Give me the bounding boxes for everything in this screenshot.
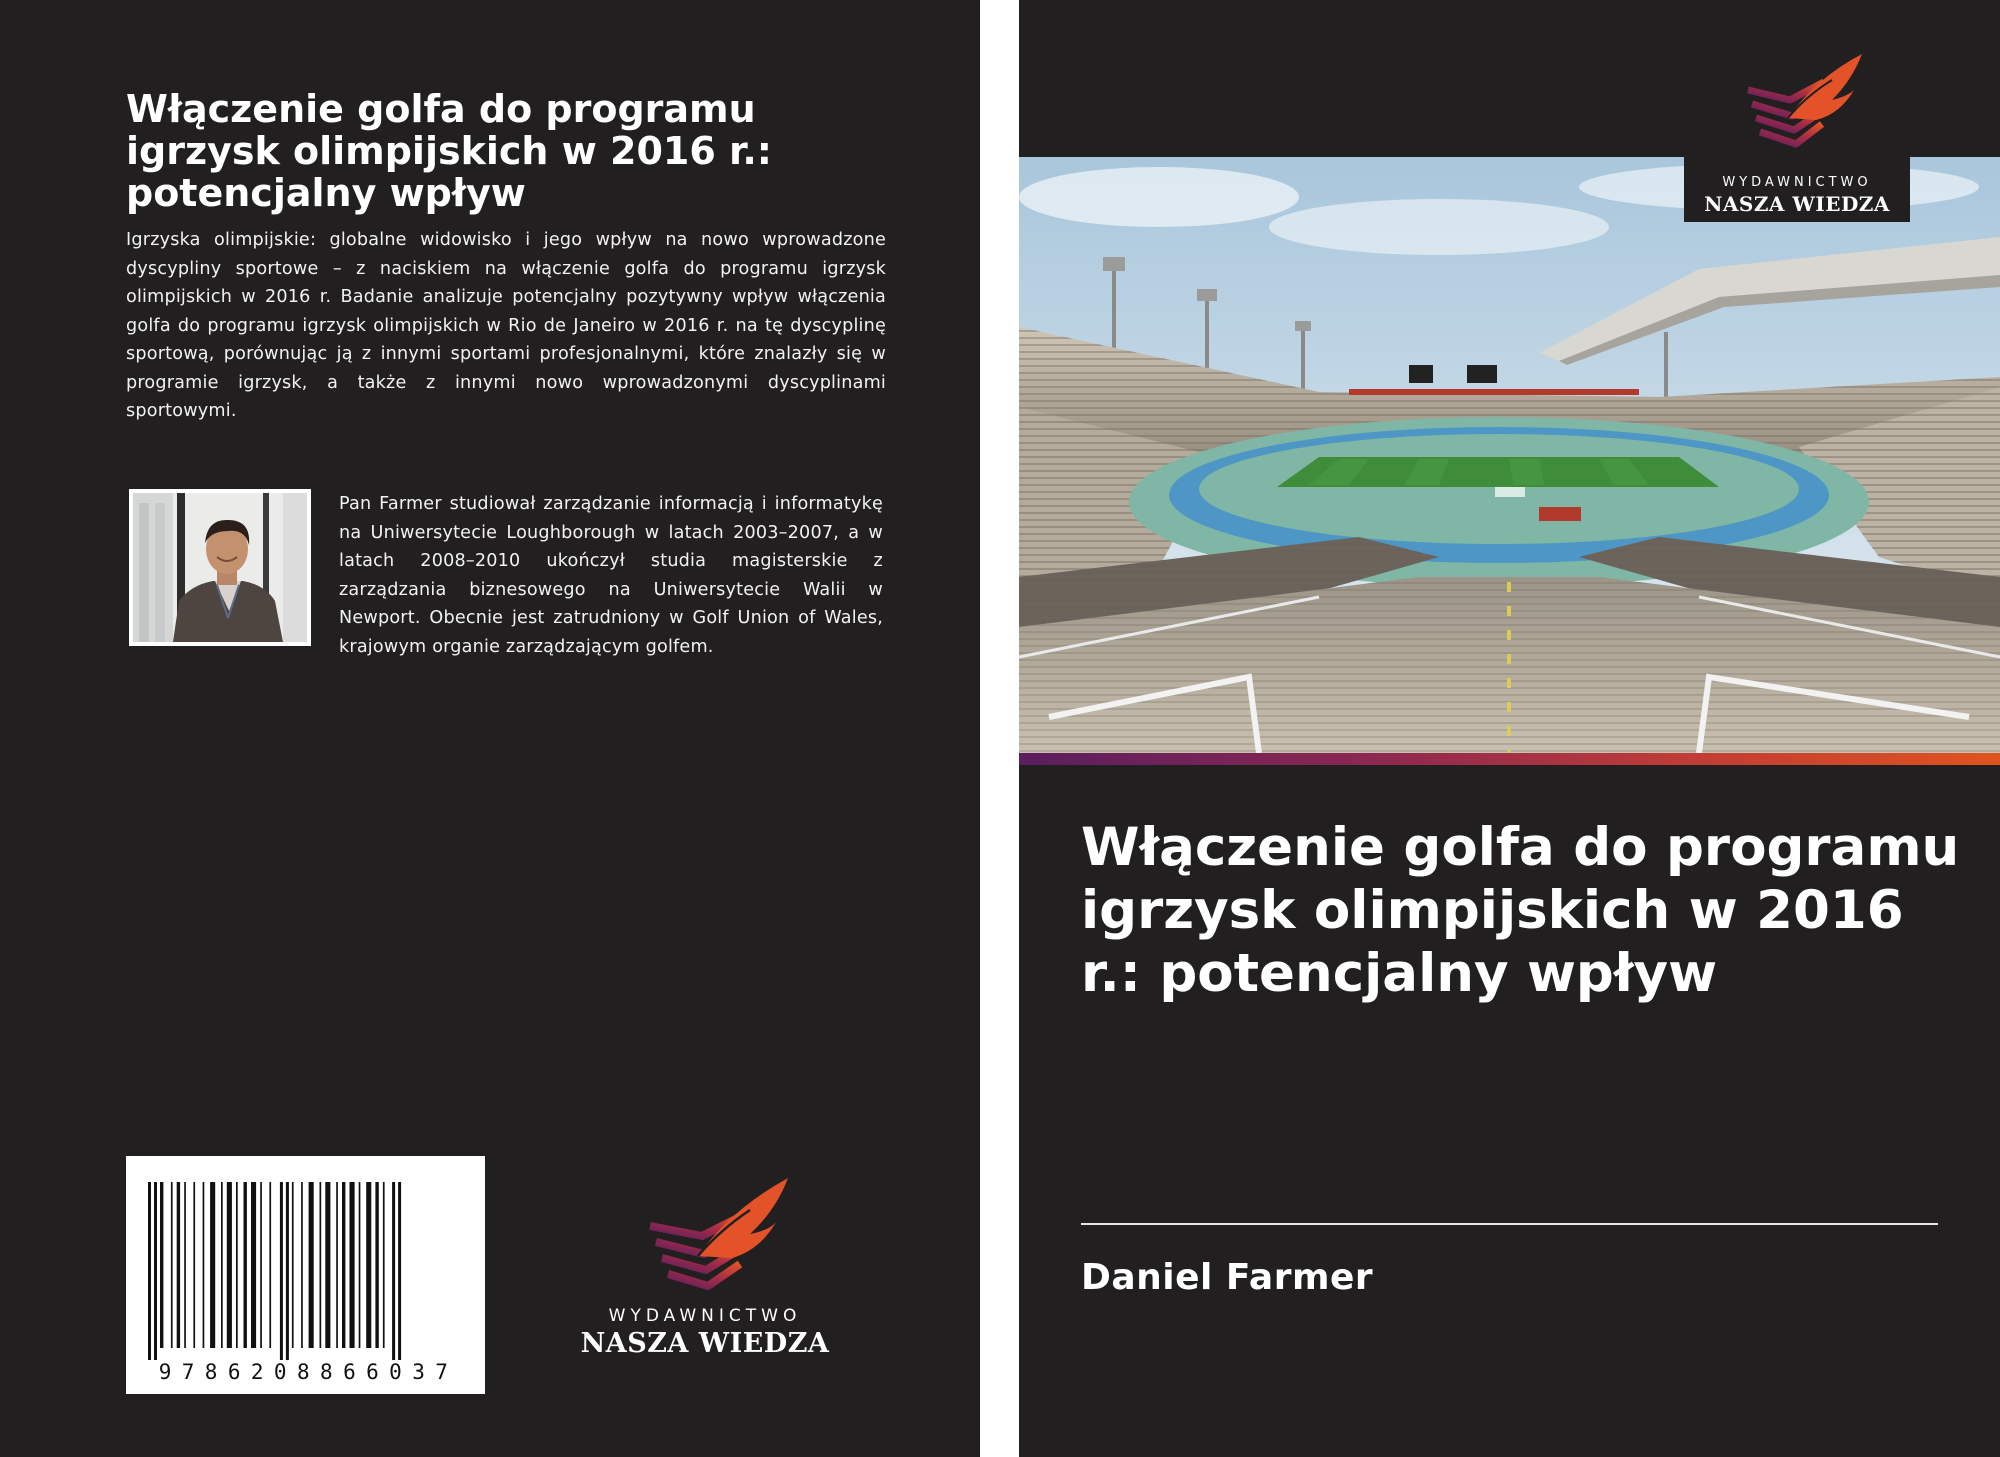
barcode-bar	[227, 1182, 232, 1348]
barcode-bar	[203, 1182, 205, 1348]
barcode-bar	[160, 1182, 163, 1348]
barcode-bar	[375, 1182, 378, 1348]
book-quill-logo-icon	[580, 1170, 830, 1300]
spine-gap	[980, 0, 1019, 1457]
barcode-bar	[148, 1182, 151, 1362]
accent-bar	[1019, 753, 2000, 765]
author-divider	[1081, 1223, 1938, 1225]
stadium-photo	[1019, 157, 2000, 753]
barcode-bar	[251, 1182, 256, 1348]
barcode-bar	[301, 1182, 303, 1348]
barcode-bar	[292, 1182, 294, 1348]
barcode-bar	[171, 1182, 173, 1348]
barcode-bar	[342, 1182, 345, 1348]
barcode-bar	[392, 1182, 395, 1362]
book-quill-logo-icon	[1684, 50, 1910, 165]
back-publisher-word: WYDAWNICTWO	[608, 1306, 802, 1326]
front-publisher-brand: NASZA WIEDZA	[1704, 192, 1890, 216]
barcode-bar	[244, 1182, 247, 1348]
barcode-bar	[320, 1182, 322, 1348]
barcode-bar	[398, 1182, 401, 1362]
barcode-bar	[336, 1182, 338, 1348]
author-portrait-illustration	[133, 493, 307, 642]
barcode-bar	[221, 1182, 223, 1348]
barcode-bar	[366, 1182, 371, 1348]
barcode-bar	[350, 1182, 355, 1348]
barcode-bar	[269, 1182, 271, 1348]
isbn-digits: 9786208866037	[126, 1360, 485, 1384]
back-cover-blurb: Igrzyska olimpijskie: globalne widowisko i jego wpływ na nowo wprowadzone dyscypliny sportowe – z naciskiem na włączenie golfa do programu igrzysk olimpijskich w 2016 r. Badanie analizuje potencjalny pozytywny wpływ włączenia golfa do programu igrzysk olimpijskich w Rio de Janeiro w 2016 r. na tę dyscyplinę sportową, porównując ją z innymi sportami profesjonalnymi, które znalazły się w programie igrzysk, a także z innymi nowo wprowadzonymi dyscyplinami sportowymi.	[126, 230, 886, 421]
front-cover	[1019, 0, 2000, 1457]
barcode-bar	[184, 1182, 186, 1348]
barcode-bar	[309, 1182, 314, 1348]
barcode-bar	[177, 1182, 180, 1348]
back-publisher-logo	[580, 1170, 830, 1360]
barcode-bar	[383, 1182, 385, 1348]
barcode-bar	[286, 1182, 289, 1362]
barcode-bar	[325, 1182, 330, 1348]
barcode-bar	[280, 1182, 283, 1362]
back-cover-title: Włączenie golfa do programu igrzysk olimpijskich w 2016 r.: potencjalny wpływ	[126, 87, 772, 215]
author-bio: Pan Farmer studiował zarządzanie informacją i informatykę na Uniwersytecie Loughborough w latach 2003–2007, a w latach 2008–2010 ukończył studia magisterskie z zarządzania biznesowego na Uniwersytecie Walii w Newport. Obecnie jest zatrudniony w Golf Union of Wales, krajowym organie zarządzającym golfem.	[339, 494, 883, 657]
barcode-bars	[126, 1156, 485, 1394]
barcode-bar	[154, 1182, 157, 1362]
barcode-bar	[193, 1182, 195, 1348]
stadium-illustration	[1019, 157, 2000, 753]
barcode-bar	[260, 1182, 262, 1348]
front-cover-title: Włączenie golfa do programu igrzysk olimpijskich w 2016 r.: potencjalny wpływ	[1081, 817, 1960, 1004]
front-publisher-word: WYDAWNICTWO	[1722, 175, 1872, 190]
isbn-barcode	[126, 1156, 485, 1394]
barcode-bar	[359, 1182, 361, 1348]
author-photo	[129, 489, 311, 646]
back-publisher-brand: NASZA WIEDZA	[580, 1328, 830, 1359]
barcode-bar	[236, 1182, 238, 1348]
front-cover-author: Daniel Farmer	[1081, 1257, 1374, 1298]
back-cover	[0, 0, 980, 1457]
front-publisher-logo	[1684, 50, 1910, 222]
barcode-bar	[210, 1182, 215, 1348]
